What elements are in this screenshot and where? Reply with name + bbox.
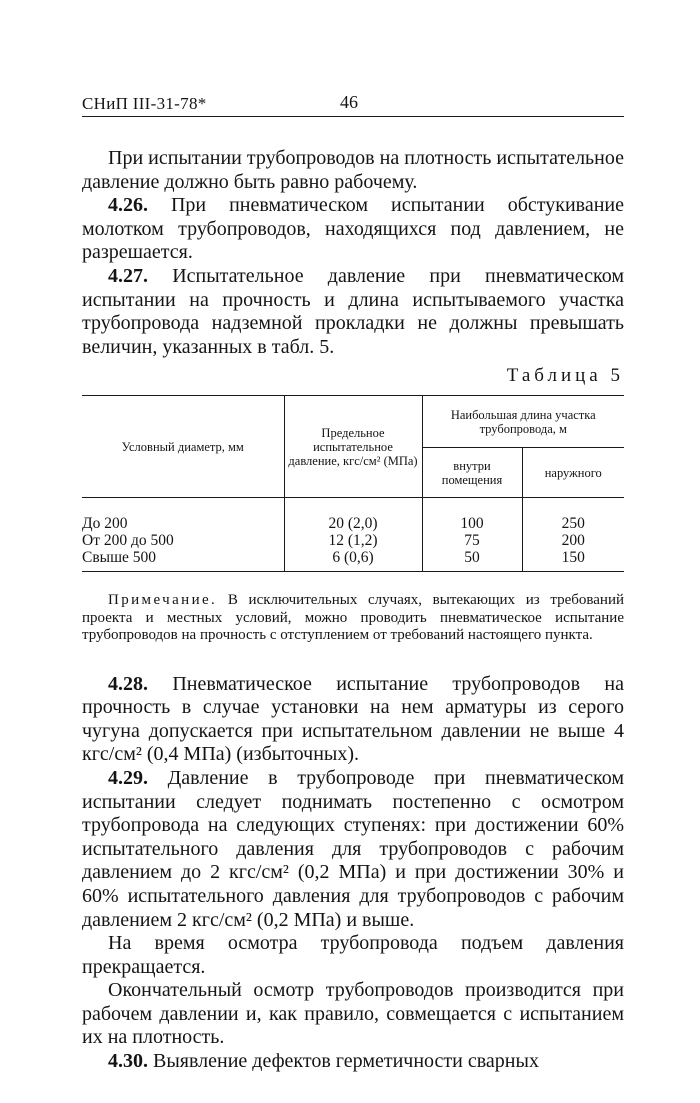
cell-outdoor: 150 xyxy=(522,549,624,572)
table-row xyxy=(82,532,624,549)
cell-outdoor: 200 xyxy=(522,532,624,549)
clause-number: 4.30. xyxy=(108,1050,148,1073)
table-5 xyxy=(82,395,624,572)
table-row xyxy=(82,549,624,572)
document-page xyxy=(82,86,624,1074)
table-note xyxy=(82,592,624,644)
clause-number: 4.26. xyxy=(108,194,148,217)
clause-text: При пневматическом испытании обстукивание молотком трубопроводов, находящихся под давлением, не разрешается. xyxy=(82,194,624,264)
cell-pressure: 6 (0,6) xyxy=(284,549,422,572)
cell-indoor: 75 xyxy=(422,532,522,549)
header-pressure: Предельное испытательное давление, кгс/см² (МПа) xyxy=(284,396,422,498)
cell-pressure: 12 (1,2) xyxy=(284,532,422,549)
cell-diameter: Свыше 500 xyxy=(82,549,284,572)
page-number: 46 xyxy=(340,92,358,112)
cell-outdoor: 250 xyxy=(522,498,624,533)
paragraph-4-27 xyxy=(82,265,624,359)
cell-diameter: От 200 до 500 xyxy=(82,532,174,550)
page-header xyxy=(82,86,624,117)
cell-pressure: 20 (2,0) xyxy=(284,498,422,533)
table-caption: Таблица 5 xyxy=(506,365,624,387)
note-lead: Примечание. xyxy=(108,592,218,609)
clause-number: 4.29. xyxy=(108,766,148,789)
header-indoor: внутри помещения xyxy=(422,448,522,498)
clause-text: Выявление дефектов герметичности сварных xyxy=(153,1050,539,1073)
header-length: Наибольшая длина участка трубопровода, м xyxy=(422,396,624,448)
cell-indoor: 50 xyxy=(422,549,522,572)
header-outdoor: наружного xyxy=(522,448,624,498)
clause-text: Давление в трубопроводе при пневматическом испытании следует поднимать постепенно с осмотром трубопровода на следующих ступенях: при достижении 60% испытательного давления для трубопроводов с рабочим давлением до 2 кгс/см² (0,2 МПа) и при достижении 30% и 60% испытательного давления для трубопроводов с рабочим давлением 2 кгс/см² (0,2 МПа) и выше. xyxy=(82,766,624,931)
clause-text: Испытательное давление при пневматическом испытании на прочность и длина испытываемого участка трубопровода надземной прокладки не должны превышать величин, указанных в табл. 5. xyxy=(82,264,624,358)
paragraph-4-29-continued: На время осмотра трубопровода подъем давления прекращается. xyxy=(82,932,624,978)
cell-diameter: До 200 xyxy=(82,515,128,533)
document-code: СНиП III-31-78* xyxy=(82,94,207,113)
paragraph-4-28 xyxy=(82,673,624,767)
clause-number: 4.28. xyxy=(108,672,148,695)
table-row xyxy=(82,498,624,533)
paragraph-4-29 xyxy=(82,767,624,932)
cell-indoor: 100 xyxy=(422,498,522,533)
paragraph-4-29-final: Окончательный осмотр трубопроводов производится при рабочем давлении и, как правило, совмещается с испытанием их на плотность. xyxy=(82,979,624,1049)
paragraph-4-30 xyxy=(82,1050,624,1074)
clause-text: Пневматическое испытание трубопроводов на прочность в случае установки на нем арматуры из серого чугуна допускается при испытательном давлении не выше 4 кгс/см² (0,4 МПа) (избыточных). xyxy=(82,672,624,766)
note-text: В исключительных случаях, вытекающих из требований проекта и местных условий, можно проводить пневматическое испытание трубопроводов на прочность с отступлением от требований настоящего пункта. xyxy=(82,592,624,644)
paragraph-4-26 xyxy=(82,194,624,265)
paragraph-intro: При испытании трубопроводов на плотность испытательное давление должно быть равно рабочему. xyxy=(82,147,624,193)
clause-number: 4.27. xyxy=(108,264,148,287)
header-diameter: Условный диаметр, мм xyxy=(82,396,284,498)
